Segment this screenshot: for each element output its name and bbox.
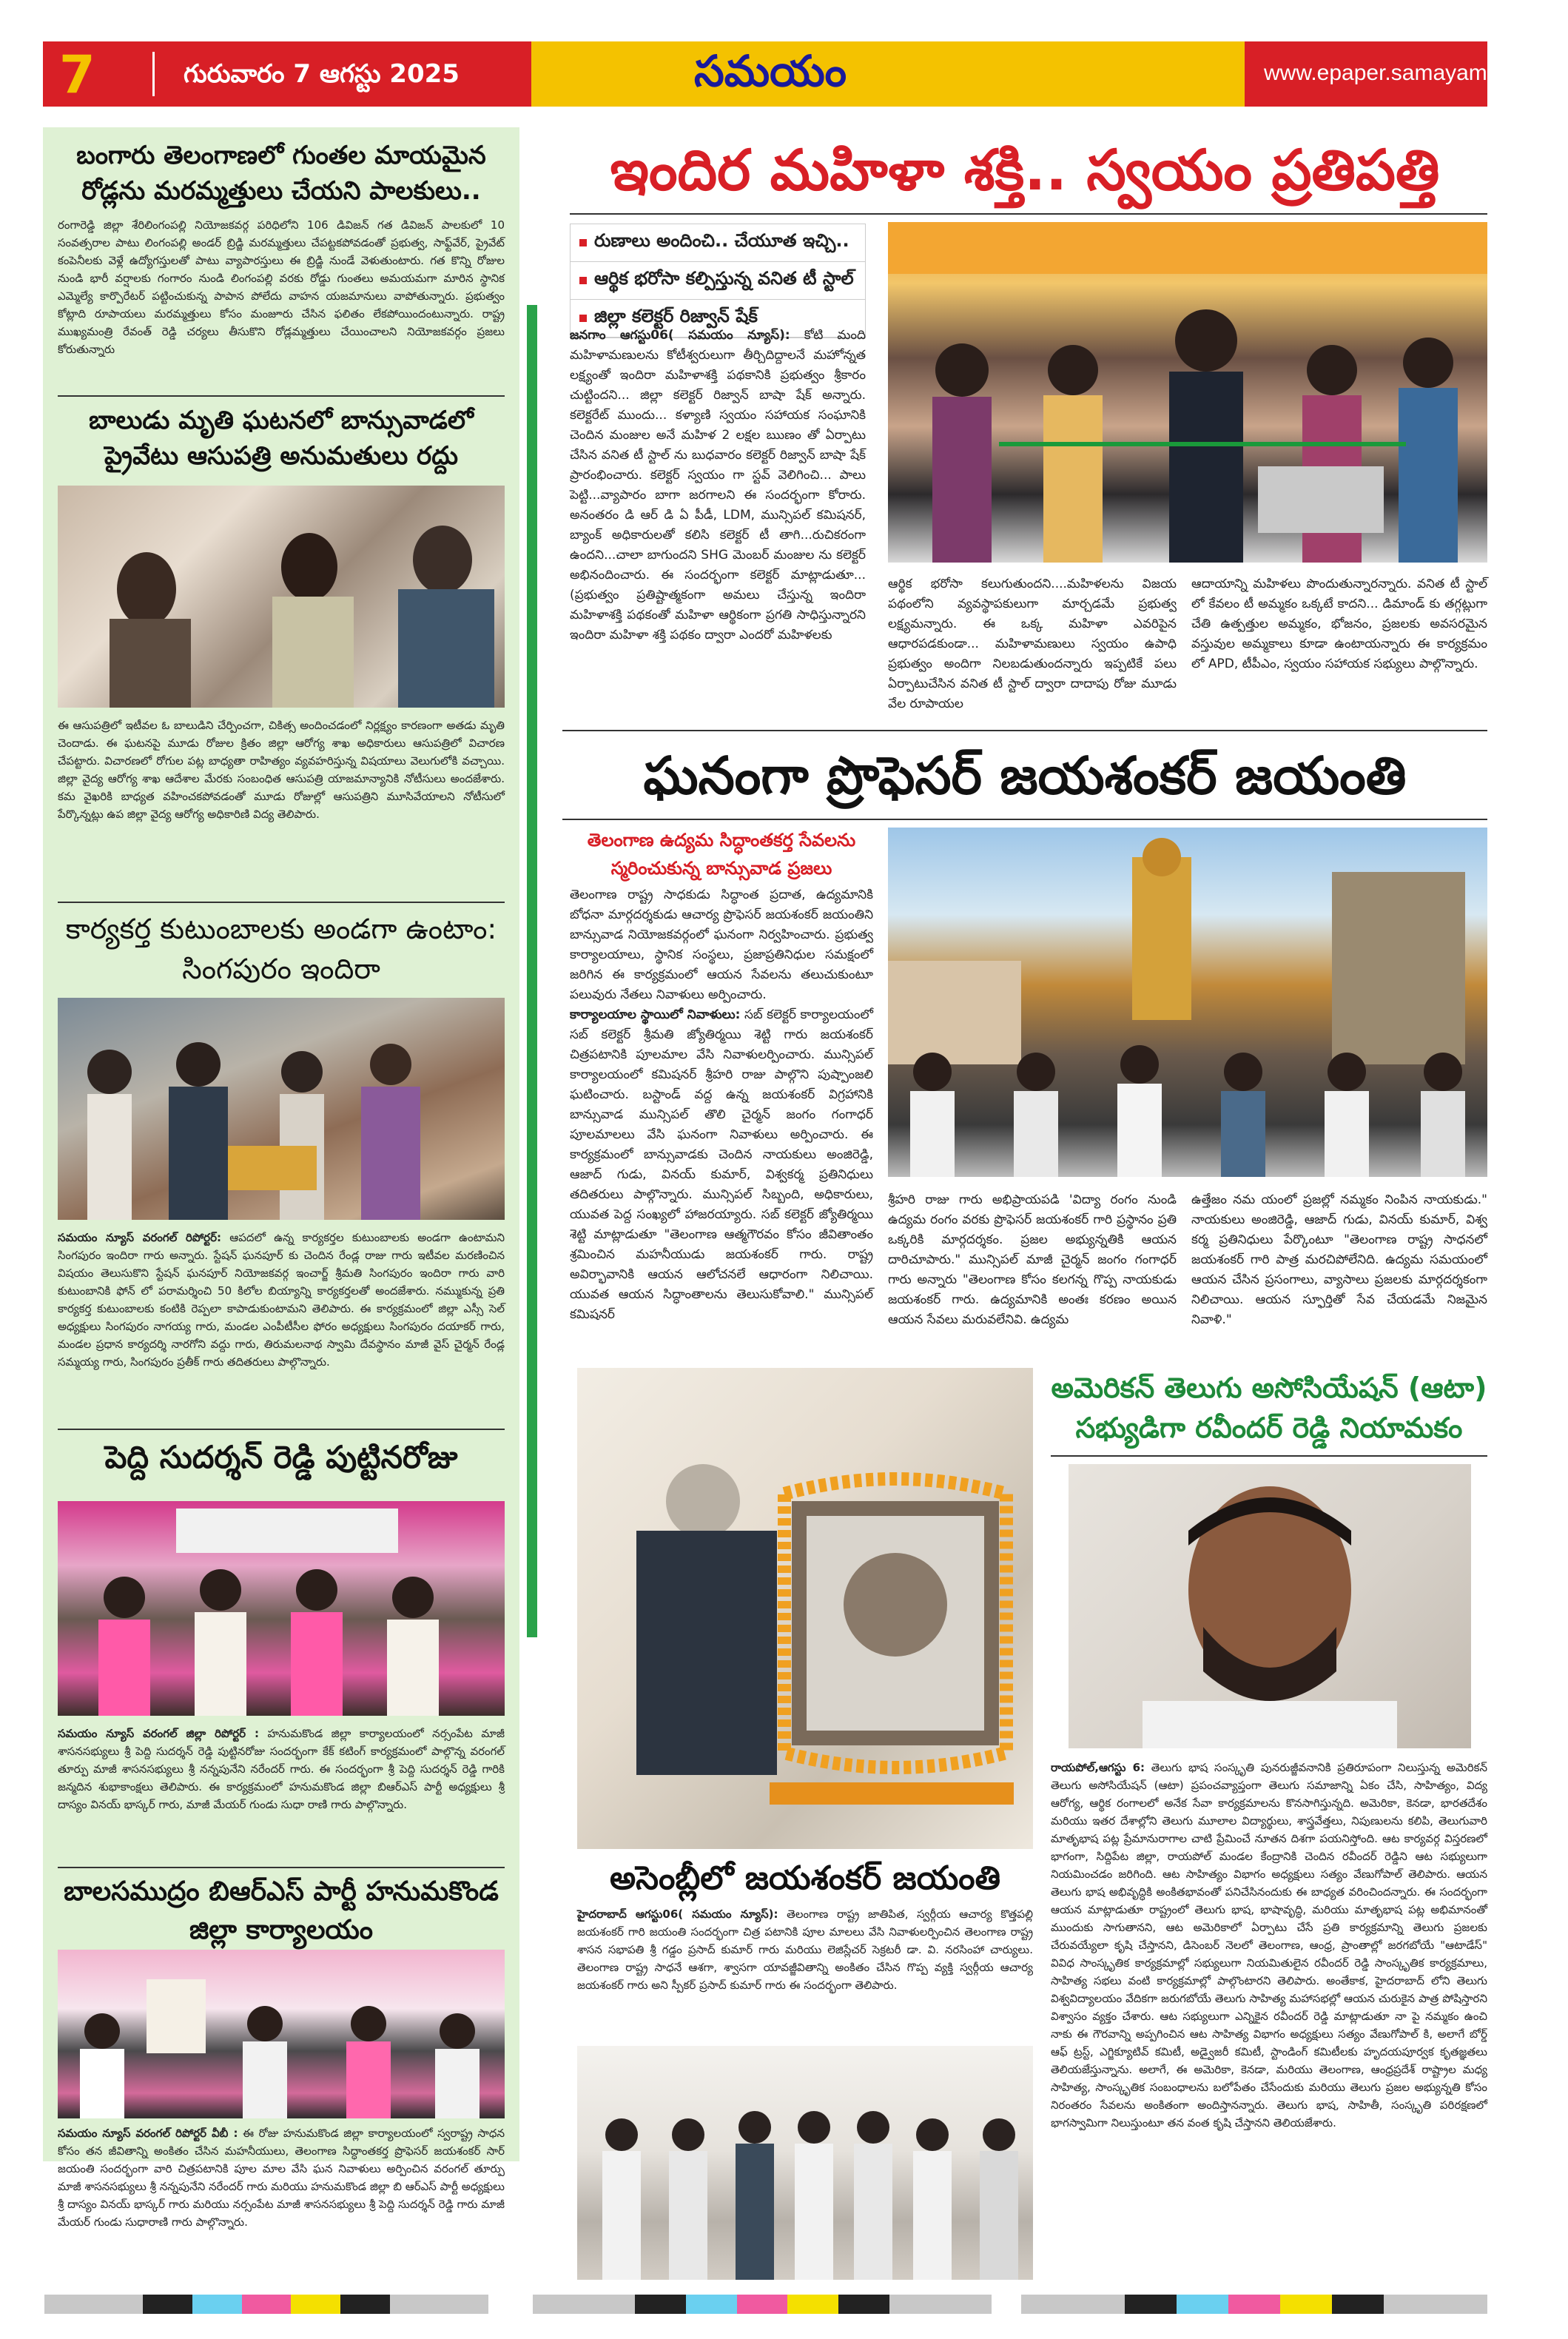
brs-office-photo [58,1950,505,2118]
article-roads-headline: బంగారు తెలంగాణలో గుంతల మాయమైన రోడ్లను మరమ్మత్తులు చేయని పాలకులు.. [76,141,486,206]
jayashankar-story-body-col3: ఉత్తేజం నమ యంలో ప్రజల్లో నమ్మకం నింపిన నాయకుడు." నాయకులు అంజిరెడ్డి, ఆజాద్ గుడు, వినయ్ కుమార్, విశ్వ కర్మ ప్రతినిధులు పేర్కొంటూ "తెలంగాణ రాష్ట్ర సాధనలో జయశంకర్ గారి పాత్ర మరచిపోలేనిది. ఉద్యమ సమయంలో ఆయన చేసిన ప్రసంగాలు, వ్యాసాలు ప్రజలకు మార్గదర్శకంగా నిలిచాయి. ఆయన స్ఫూర్తితో సేవ చేయడమే నిజమైన నివాళి." [1191,1192,1487,1327]
registration-bar-right [1021,2295,1487,2314]
page-number: 7 [59,44,95,105]
statue-garland-scene-icon [888,828,1487,1177]
article-roads-body: రంగారెడ్డి జిల్లా శేరిలింగంపల్లి నియోజకవర్గ పరిధిలోని 106 డివిజన్ గత డివిజన్ పాలకులో 10 సంవత్సరాల పాటు లింగంపల్లి అండర్ బ్రిడ్జి మరమ్మత్తులు చేపట్టకపోవడంతో ప్రభుత్వ, సాఫ్ట్‌వేర్, ప్రైవేట్ కంపెనీలకు వెళ్లే ఉద్యోగస్తులతో పాటు వ్యాపారస్తులు ఈ బ్రిడ్జి నుండే వెళుతుంటారు. గత కొన్ని రోజుల నుండి భారీ వర్షాలకు గంగారం నుండి లింగంపల్లి వరకు రోడ్డు గుంతలు అమయమగా మారిన స్థానిక ఎమ్మెల్యే కార్పొరేటర్ పట్టించుకున్న పాపాన పోలేదు వాహన యజమానులు వాపోతున్నారు. ప్రభుత్వం కోట్లాది రూపాయలు మరమ్మత్తులు కోసం మంజూరు చేసిన ఫలితం లేకపోయిందంటున్నారు. రాష్ట్ర ముఖ్యమంత్రి రేవంత్ రెడ్డి చర్యలు తీసుకొని రోడ్లమ్మత్తులు చేయించాలని నియోజకవర్గం ప్రజలు కోరుతున్నారు [58,218,505,356]
bullet-icon [579,239,587,246]
man-portrait-icon [1069,1464,1471,1748]
divider [1051,1455,1487,1457]
jayashankar-subheading: కార్యాలయాల స్థాయిలో నివాళులు: [570,1007,741,1022]
divider [58,395,505,397]
article-indira-text: ఆపదలో ఉన్న కార్యకర్తల కుటుంబాలకు అండగా ఉంటామని సింగపురం ఇందిరా గారు అన్నారు. స్టేషన్ ఘనపూర్ కు చెందిన రేండ్ల రాజు గారు ఇటీవల మరణించిన విషయం తెలుసుకొని స్టేషన్ ఘనపూర్ నియోజకవర్గ ఇంచార్జ్ శ్రీమతి సింగపురం ఇందిరా గారు వారి కుటుంబానికి ఫోన్ లో పరామర్శించి 50 కిలోల బియ్యాన్ని కార్యకర్తలతో అందజేశారు. నమ్ముకున్న ప్రతి కార్యకర్త కుటుంబాలకు కంటికి రెప్పలా కాపాడుకుంటామని తెలిపారు. ఈ కార్యక్రమంలో జిల్లా ఎస్సీ సెల్ అధ్యక్షులు సింగపురం నాగయ్య గారు, మండల ఎంపీటీసీల ఫోరం అధ్యక్షులు సింగపురం దయాకర్ గారు, మండల ప్రధాన కార్యదర్శి నారగోని వద్దు గారు, తిరుమలనాథ స్వామి దేవస్థానం మాజీ వైస్ చైర్మన్ రేండ్ల సమ్మయ్య గారు, సింగపురం ప్రతీక్ గారు తదితరులు పాల్గొన్నారు. [58,1231,505,1369]
jayashankar-statue-photo [888,828,1487,1177]
registration-bar-center [533,2295,992,2314]
article-brs-office-headline: బాలసముద్రం బిఆర్ఎస్ పార్టీ హనుమకొండ జిల్లా కార్యాలయం [64,1876,499,1945]
masthead [43,41,1568,107]
divider [562,730,1487,731]
epaper-url[interactable]: www.epaper.samayamdaily.net [1264,61,1568,85]
bullet-icon [579,277,587,284]
lead-story-text-1: కోటి మంది మహిళామణులను కోటీశ్వరులుగా తీర్చిదిద్దాలనే మహోన్నత లక్ష్యంతో ఇందిరా మహిళాశక్తి పథకానికి ప్రభుత్వం శ్రీకారం చుట్టిందని... జిల్లా కలెక్టర్ రిజ్వాన్ బాషా షేక్ అన్నారు. కలెక్టరేట్ ముందు... కళ్యాణి స్వయం సహాయక సంఘానికి చెందిన మంజుల అనే మహిళ 2 లక్షల ఋణం తో ఏర్పాటు చేసిన వనిత టీ స్టాల్ ను బుధవారం కలెక్టర్ రిజ్వాన్ బాషా షేక్ ప్రారంభించారు. కలెక్టర్ స్వయం గా స్టవ్ వెలిగించి... పాలు పెట్టి...వ్యాపారం బాగా జరగాలని ఈ సందర్భంగా కోరారు. అనంతరం డి ఆర్ డి ఏ పీడీ, LDM, మున్సిపల్ కమిషనర్, బ్యాంక్ అధికారులతో కలిసి కలెక్టర్ టీ తాగి...రుచికరంగా ఉందని...చాలా బాగుందని SHG మెంబర్ మంజుల ను కలెక్టర్ అభినందించారు. ఈ సందర్భంగా కలెక్టర్ మాట్లాడుతూ... (ప్రభుత్వం ప్రతిష్టాత్మకంగా అమలు చేస్తున్న ఇందిరా మహిళాశక్తి పథకంతో మహిళా ఆర్థికంగా ప్రగతి సాధిస్తున్నారని ఇందిరా మహిళా శక్తి పథకం ద్వారా ఎందరో మహిళలకు [570,328,867,642]
ribbon-cutting-scene-icon [888,222,1487,563]
bullet-item [571,262,865,300]
article-indira-headline: కార్యకర్త కుటుంబాలకు అండగా ఉంటాం: సింగపురం ఇందిరా [65,913,497,985]
article-hospital-headline: బాలుడు మృతి ఘటనలో బాన్సువాడలో ప్రైవేటు ఆసుపత్రి అనుమతులు రద్దు [89,406,474,471]
lead-story-body-col2: ఆర్థిక భరోసా కలుగుతుందని....మహిళలను విజయ పథంలోని వ్యవస్థాపకులుగా మార్చడమే ప్రభుత్వ లక్ష్యమన్నారు. ఈ ఒక్క మహిళా ఎవరిపైన ఆధారపడకుండా... మహిళామణులు స్వయం ఉపాధి ప్రభుత్వం అందిగా నిలబడుతుందన్నారు ఇప్పటికే పలు ఏర్పాటుచేసిన వనిత టీ స్టాల్ ద్వారా దాదాపు రోజు మూడు వేల రూపాయల [888,577,1177,711]
lead-story-bullets [570,224,866,338]
article-indira-body [58,1229,505,1371]
divider [562,819,1487,820]
registration-bar-left [44,2295,488,2314]
divider [58,1867,505,1868]
article-birthday-byline: సమయం న్యూస్ వరంగల్ జిల్లా రిపోర్టర్ : [58,1727,259,1740]
jayashankar-story-body-col2: శ్రీహరి రాజు గారు అభిప్రాయపడి 'విద్యా రంగం నుండి ఉద్యమ రంగం వరకు ప్రొఫెసర్ జయశంకర్ గారి ప్రస్థానం ప్రతి ఒక్కరికి మార్గదర్శకం. ప్రజల అభ్యున్నతికి ఆయన దారిచూపారు." మున్సిపల్ మాజీ చైర్మన్ జంగం గంగాధర్ గారు అన్నారు "తెలంగాణ కోసం కలగన్న గొప్ప నాయకుడు జయశంకర్ గారు. ఉద్యమానికి అంతః కరణం అయిన ఆయన సేవలు మరువలేనివి. ఉద్యమ [888,1192,1177,1327]
ravinder-reddy-portrait [1069,1464,1471,1748]
article-indira-byline: సమయం న్యూస్ వరంగల్ రిపోర్టర్: [58,1231,221,1244]
article-brs-office-body [58,2124,505,2231]
assembly-story-body [577,1905,1033,1994]
lead-story-body-col1 [570,326,866,645]
divider [570,213,1487,215]
bullet-text: జిల్లా కలెక్టర్ రిజ్వాన్ షేక్ [594,306,758,326]
article-birthday-body [58,1725,505,1813]
jayashankar-story-headline: ఘనంగా ప్రొఫెసర్ జయశంకర్ జయంతి [643,745,1407,806]
group-standing-icon [577,2046,1033,2280]
indira-article-photo [58,998,505,1220]
celebration-photo-icon [58,1501,505,1716]
lead-story-byline: జనగాం ఆగస్టు06( సమయం న్యూస్): [570,328,790,343]
bullet-icon [579,315,587,322]
birthday-article-photo [58,1501,505,1716]
article-hospital-body: ఈ ఆసుపత్రిలో ఇటీవల ఓ బాలుడిని చేర్పించగా, చికిత్స అందించడంలో నిర్లక్ష్యం కారణంగా అతడు మృతి చెందాడు. ఈ ఘటనపై మూడు రోజుల క్రితం జిల్లా ఆరోగ్య శాఖ అధికారులు ఆసుపత్రిలో విచారణ చేపట్టారు. విచారణలో రోగుల పట్ల బాధ్యతా రాహిత్యం వ్యవహరిస్తున్న విషయాలు వెలుగులోకి వచ్చాయి. జిల్లా వైద్య ఆరోగ్య శాఖ ఆదేశాల మేరకు సంబంధిత ఆసుపత్రి యాజమాన్యానికి నోటీసులు అందజేశారు. కమ వైఖరికి బాధ్యత వహించకపోవడంతో మూడు రోజుల్లో ఆసుపత్రిని మూసివేయాలని నోటీసులో పేర్కొన్నట్లు ఉప జిల్లా వైద్య ఆరోగ్య అధికారిణి విద్య తెలిపారు. [58,719,505,821]
article-birthday-text: హనుమకొండ జిల్లా కార్యాలయంలో నర్సంపేట మాజీ శాసనసభ్యులు శ్రీ పెద్ది సుదర్శన్ రెడ్డి పుట్టినరోజు సందర్భంగా కేక్ కటింగ్ కార్యక్రమంలో పాల్గొన్న వరంగల్ తూర్పు మాజీ శాసనసభ్యులు శ్రీ నన్నపునేని నరేందర్ గారు. ఈ సందర్భంగా శ్రీ పెద్ది సుదర్శన్ రెడ్డి గారికి జన్మదిన శుభాకాంక్షలు తెలిపారు. ఈ కార్యక్రమంలో హనుమకొండ జిల్లా బిఆర్ఎస్ పార్టీ అధ్యక్షులు శ్రీ దాస్యం వినయ్ భాస్కర్ గారు, మాజీ మేయర్ గుండు సుధా రాణి గారు పాల్గొన్నారు. [58,1727,505,1811]
lead-story-photo [888,222,1487,563]
ata-story-headline: అమెరికన్ తెలుగు అసోసియేషన్ (ఆటా) సభ్యుడిగా రవీందర్ రెడ్డి నియామకం [1051,1372,1487,1444]
assembly-story-text: తెలంగాణ రాష్ట్ర జాతిపిత, స్వర్గీయ ఆచార్య కొత్తపల్లి జయశంకర్ గారి జయంతి సందర్భంగా చిత్ర పటానికి పూల మాలలు వేసి నివాళులర్పించిన తెలంగాణ రాష్ట్ర శాసన సభాపతి శ్రీ గడ్డం ప్రసాద్ కుమార్ గారు మరియు లెజిస్లేచర్ సెక్రటరీ డా. వి. నరసింహా చార్యులు. తెలంగాణ రాష్ట్ర సాధనే ఆశగా, శ్వాసగా యావజ్జీవితాన్ని అంకితం చేసిన గొప్ప వ్యక్తి స్వర్గీయ ఆచార్య జయశంకర్ గారు అని స్పీకర్ ప్రసాద్ కుమార్ గారు ఈ సందర్భంగా తెలిపారు. [577,1907,1033,1992]
bullet-text: ఆర్థిక భరోసా కల్పిస్తున్న వనిత టీ స్టాల్ [594,268,854,289]
edition-date: గురువారం 7 ఆగస్టు 2025 [184,59,460,89]
assembly-portrait-photo [577,1368,1033,1849]
jayashankar-story-body-col1 [570,885,873,1325]
jayashankar-text-2: సబ్ కలెక్టర్ కార్యాలయంలో సబ్ కలెక్టర్ శ్రీమతి జ్యోతిర్మయి శెట్టి గారు జయశంకర్ చిత్రపటానికి పూలమాల వేసి నివాళులర్పించారు. మున్సిపల్ కార్యాలయంలో కమిషనర్ శ్రీహరి రాజు పాల్గొని పుష్పాంజలి ఘటించారు. బస్టాండ్ వద్ద ఉన్న జయశంకర్ విగ్రహానికి బాన్సువాడ మున్సిపల్ తొలి చైర్మన్ జంగం గంగాధర్ పూలమాలలు వేసి ఘనంగా నివాళులు అర్పించారు. ఈ కార్యక్రమంలో బాన్సువాడకు చెందిన నాయకులు అంజిరెడ్డి, ఆజాద్ గుడు, వినయ్ కుమార్, విశ్వకర్మ ప్రతినిధులు తదితరులు పాల్గొన్నారు. మున్సిపల్ సిబ్బంది, అధికారులు, యువత పెద్ద సంఖ్యలో హాజరయ్యారు. సబ్ కలెక్టర్ జ్యోతిర్మయి శెట్టి మాట్లాడుతూ "తెలంగాణ ఆత్మగౌరవం కోసం జీవితాంతం శ్రమించిన మహనీయుడు జయశంకర్ గారు. రాష్ట్ర అవిర్భావానికి ఆయన ఆలోచనలే ఆధారంగా నిలిచాయి. యువత ఆయన సిద్ధాంతాలను తెలుసుకోవాలి." మున్సిపల్ కమిషనర్ [570,1007,874,1322]
bullet-text: రుణాలు అందించి.. చేయూత ఇచ్చి.. [594,230,849,251]
assembly-group-photo [577,2046,1033,2280]
ata-story-text: తెలుగు భాష సంస్కృతి పునరుజ్జీవనానికి ప్రతిరూపంగా నిలుస్తున్న అమెరికన్ తెలుగు అసోసియేషన్ (ఆటా) ప్రపంచవ్యాప్తంగా తెలుగు సమాజాన్ని ఏకం చేసి, సాహిత్యం, విద్య ఆరోగ్య, ఆర్థిక రంగాలలో అనేక సేవా కార్యక్రమాలను కొనసాగిస్తున్నది. అమెరికా, కెనడా, భారతదేశం మరియు ఇతర దేశాల్లోని తెలుగు మూలాల విద్యార్థులు, శాస్త్రవేత్తలు, నిపుణులను కలిపి, తెలుగువారి మాతృభాష పట్ల ప్రేమానురాగాల చాటి ప్రేమించే నూతన దిశగా పయనిస్తోంది. ఆట కార్యవర్గ విస్తరణలో భాగంగా, సిద్దిపేట జిల్లా, రాయపోల్ మండల కేంద్రానికి చెందిన రవీందర్ రెడ్డిని ఆట సభ్యులుగా నియమించడం జరిగింది. ఆట సాహిత్యం విభాగం అధ్యక్షులు సత్యం వేణుగోపాల్ తెలిపారు. ఆయన తెలుగు భాష అభివృద్ధికి అంకితభావంతో పనిచేసినందుకు ఈ బాధ్యత వరించిందన్నారు. ఈ సందర్భంగా ఆయన మాట్లాడుతూ రాష్ట్రంలో తెలుగు భాష, భాషావృద్ధి, మరియు మాతృభాష పట్ల అభిమానంతో ముందుకు సాగుతానని, ఆట అమెరికాలో ఏర్పాటు చేసే ప్రతి కార్యక్రమాన్ని తెలుగు ప్రజలకు చేరువయ్యేలా కృషి చేస్తానని, డిసెంబర్ నెలలో తెలంగాణ, ఆంధ్ర, ప్రాంతాల్లో జరగబోయే "ఆటాడేస్" వివిధ సాంస్కృతిక కార్యక్రమాల్లో సభ్యులుగా నియమితులైన రవీందర్ రెడ్డి సాంస్కృతిక కార్యక్రమాలు, సాహిత్య సభలు వంటి కార్యక్రమాల్లో పాల్గొంటారని తెలిపారు. అంతేకాక, హైదరాబాద్ లోని తెలుగు విశ్వవిద్యాలయం వేదికగా జరుగబోయే తెలుగు సాహిత్య మహాసభల్లో ఆయన చురుకైన పాత్ర పోషిస్తారని విశ్వాసం వ్యక్తం చేశారు. ఆట సభ్యులుగా ఎన్నికైన రవీందర్ రెడ్డి మాట్లాడుతూ నా పై నమ్మకం ఉంచి నాకు ఈ గౌరవాన్ని అప్పగించిన ఆట సాహిత్య విభాగం అధ్యక్షులు సత్యం వేణుగోపాల్ కి, అలాగే బోర్డ్ ఆఫ్ ట్రస్ట్, ఎగ్జిక్యూటివ్ కమిటీ, అడ్వైజరీ కమిటీ, స్టాండింగ్ కమిటీలకు హృదయపూర్వక కృతజ్ఞతలు తెలియజేస్తున్నాను. అలాగే, ఈ అమెరికా, కెనడా, మరియు తెలంగాణ, ఆంధ్రప్రదేశ్ రాష్ట్రాల మధ్య సాహిత్య, సాంస్కృతిక సంబంధాలను బలోపేతం చేసేందుకు మరియు తెలుగు ప్రజల అభ్యున్నతి కోసం నిరంతరం సేవలను అంకితంగా అందిస్తానన్నారు. తెలుగు భాష, సాహితీ, సంస్కృతి పరిరక్షణలో భాగస్వామిగా నిలుస్తుంటూ తన వంత కృషి చేస్తానని తెలియజేశారు. [1051,1761,1487,2130]
jayashankar-story-subheadline: తెలంగాణ ఉద్యమ సిద్ధాంతకర్త సేవలను స్మరించుకున్న బాన్సువాడ ప్రజలు [587,830,856,879]
assembly-story-headline: అసెంబ్లీలో జయశంకర్ జయంతి [609,1859,1000,1897]
hospital-article-photo [58,486,505,708]
assembly-story-byline: హైదరాబాద్ ఆగస్టు06( సమయం న్యూస్): [577,1907,778,1921]
tribute-photo-icon [58,1950,505,2118]
ata-story-body [1051,1759,1487,2132]
article-birthday-headline: పెద్ది సుదర్శన్ రెడ్డి పుట్టినరోజు [104,1439,458,1475]
people-figures-icon [58,486,505,708]
article-brs-office-text: ఈ రోజు హనుమకొండ జిల్లా కార్యాలయంలో స్వరాష్ట్ర సాధన కోసం తన జీవితాన్ని అంకితం చేసిన మహనీయులు, తెలంగాణ సిద్ధాంతకర్త ప్రొఫెసర్ జయశంకర్ సార్ జయంతి సందర్భంగా వారి చిత్రపటానికి పూల మాల వేసి ఘన నివాళులు అర్పించిన వరంగల్ తూర్పు మాజీ శాసనసభ్యులు శ్రీ నన్నపునేని నరేందర్ గారు మరియు హనుమకొండ జిల్లా బి ఆర్ఎస్ పార్టీ అధ్యక్షులు శ్రీ దాస్యం వినయ్ భాస్కర్ గారు మరియు నర్సంపేట మాజీ శాసనసభ్యులు శ్రీ పెద్ది సుదర్శన్ రెడ్డి గారు మాజీ మేయర్ గుండు సుధారాణి గారు పాల్గొన్నారు. [58,2127,505,2229]
lead-story-body-col3: ఆదాయాన్ని మహిళలు పొందుతున్నారన్నారు. వనిత టీ స్టాల్ లో కేవలం టీ అమ్మకం ఒక్కటే కాదని... డిమాండ్ కు తగ్గట్లుగా చేతి ఉత్పత్తుల అమ్మకం, భోజనం, ప్రజలకు అవసరమైన వస్తువుల అమ్మకాలు కూడా ఉంటాయన్నారు ఈ కార్యక్రమం లో APD, టీపీఎం, స్వయం సహాయక సభ్యులు పాల్గొన్నారు. [1191,577,1487,671]
column-accent-bar [527,305,537,1637]
article-brs-office-byline: సమయం న్యూస్ వరంగల్ రిపోర్టర్ వీబీ : [58,2127,238,2140]
garlanded-portrait-icon [577,1368,1033,1849]
divider [58,1429,505,1430]
lead-story-headline: ఇందిర మహిళా శక్తి.. స్వయం ప్రతిపత్తి [610,137,1440,203]
jayashankar-text-1: తెలంగాణ రాష్ట్ర సాధకుడు సిద్ధాంత ప్రదాత, ఉద్యమానికి బోధనా మార్గదర్శకుడు ఆచార్య ప్రొఫెసర్ జయశంకర్ జయంతిని బాన్సువాడ నియోజకవర్గంలో ఘనంగా నిర్వహించారు. ప్రభుత్వ కార్యాలయాలు, స్థానిక సంస్థలు, ప్రజాప్రతినిధుల సమక్షంలో జరిగిన ఈ కార్యక్రమంలో ఆయన సేవలను తలుచుకుంటూ పలువురు నేతలు నివాళులు అర్పించారు. [570,887,873,1002]
header-divider [152,52,155,96]
newspaper-logo: సమయం [694,46,847,96]
ata-story-byline: రాయపోల్,ఆగస్టు 6: [1051,1761,1145,1774]
masthead-center-band [531,41,1245,107]
divider [58,902,505,903]
bullet-item [571,224,865,262]
group-photo-icon [58,998,505,1220]
